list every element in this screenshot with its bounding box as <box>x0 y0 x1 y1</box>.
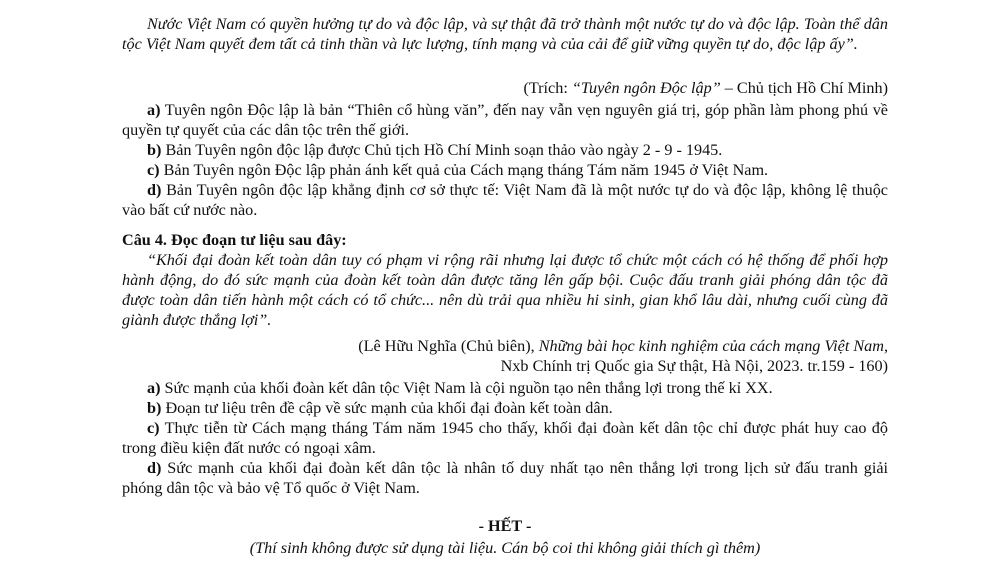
end-marker: - HẾT - <box>478 517 532 535</box>
option-c <box>122 418 888 458</box>
option-a <box>122 100 888 140</box>
citation-prefix: (Trích: <box>523 79 572 97</box>
passage-1: Nước Việt Nam có quyền hưởng tự do và độc lập, và sự thật đã trở thành một nước tự do và độc lập. Toàn thể dân tộc Việt Nam quyết đem tất cả tinh thần và lực lượng, tính mạng và của cải để giữ vững quyền tự do, độc lập ấy”. <box>122 15 888 53</box>
option-label: b) <box>147 399 162 417</box>
option-label: b) <box>147 141 162 159</box>
option-label: d) <box>147 181 162 199</box>
question-4-passage: “Khối đại đoàn kết toàn dân tuy có phạm vi rộng rãi nhưng lại được tổ chức một cách có hệ thống để phối hợp hành động, do đó sức mạnh của đoàn kết toàn dân được tăng lên gấp bội. Cuộc đấu tranh giải phóng dân tộc đã được toàn dân tiến hành một cách có tổ chức... nên dù trải qua nhiều hi sinh, gian khổ lâu dài, nhưng cuối cùng đã giành được thắng lợi”. <box>122 251 888 329</box>
option-label: d) <box>147 459 162 477</box>
question-4-heading: Câu 4. Đọc đoạn tư liệu sau đây: <box>122 231 347 249</box>
option-text: Thực tiễn từ Cách mạng tháng Tám năm 1945 cho thấy, khối đại đoàn kết dân tộc chỉ được phát huy cao độ trong điều kiện đất nước có ngoại xâm. <box>122 419 888 457</box>
exam-note: (Thí sinh không được sử dụng tài liệu. Cán bộ coi thi không giải thích gì thêm) <box>249 539 761 557</box>
option-text: Sức mạnh của khối đoàn kết dân tộc Việt Nam là cội nguồn tạo nên thắng lợi trong thế kỉ XX. <box>160 379 773 397</box>
question-4-source <box>122 336 888 356</box>
option-text: Tuyên ngôn Độc lập là bản “Thiên cổ hùng văn”, đến nay vẫn vẹn nguyên giá trị, góp phần làm phong phú về quyền tự quyết của các dân tộc trên thế giới. <box>122 101 888 139</box>
option-a <box>122 378 888 398</box>
option-text: Đoạn tư liệu trên đề cập về sức mạnh của khối đại đoàn kết toàn dân. <box>161 399 613 417</box>
citation-title: “Tuyên ngôn Độc lập” <box>571 79 721 97</box>
option-label: c) <box>147 419 160 437</box>
source-suffix: , <box>883 337 888 355</box>
option-d <box>122 180 888 220</box>
option-label: c) <box>147 161 160 179</box>
option-text: Bản Tuyên ngôn độc lập được Chủ tịch Hồ Chí Minh soạn thảo vào ngày 2 - 9 - 1945. <box>161 141 723 159</box>
option-d <box>122 458 888 498</box>
option-label: a) <box>147 379 161 397</box>
question-4-options <box>122 378 888 498</box>
option-label: a) <box>147 101 161 119</box>
passage-1-citation <box>122 78 888 98</box>
question-3-options <box>122 100 888 220</box>
option-c <box>122 160 888 180</box>
source-prefix: (Lê Hữu Nghĩa (Chủ biên), <box>358 337 539 355</box>
source-title: Những bài học kinh nghiệm của cách mạng Việt Nam <box>538 337 884 355</box>
option-text: Bản Tuyên ngôn Độc lập phản ánh kết quả của Cách mạng tháng Tám năm 1945 ở Việt Nam. <box>159 161 769 179</box>
option-text: Bản Tuyên ngôn độc lập khẳng định cơ sở thực tế: Việt Nam đã là một nước tự do và độc lập, không lệ thuộc vào bất cứ nước nào. <box>122 181 888 219</box>
option-b <box>122 398 888 418</box>
option-text: Sức mạnh của khối đại đoàn kết dân tộc là nhân tố duy nhất tạo nên thắng lợi trong lịch sử đấu tranh giải phóng dân tộc và bảo vệ Tổ quốc ở Việt Nam. <box>122 459 888 497</box>
question-4-source-line-2: Nxb Chính trị Quốc gia Sự thật, Hà Nội, 2023. tr.159 - 160) <box>500 357 888 375</box>
citation-suffix: – Chủ tịch Hồ Chí Minh) <box>720 79 888 97</box>
option-b <box>122 140 888 160</box>
